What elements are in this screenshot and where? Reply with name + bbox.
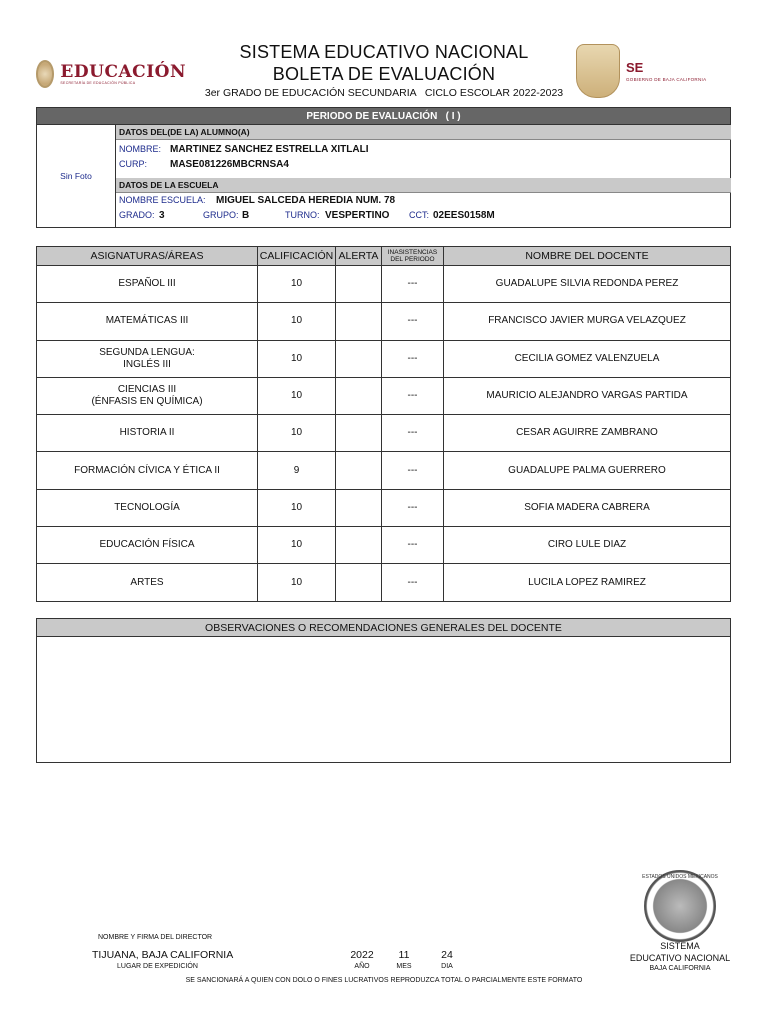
grado-row — [116, 210, 731, 223]
grado-value: 3 — [159, 210, 165, 221]
absences-cell: --- — [382, 415, 444, 452]
se-logo — [576, 44, 736, 98]
grade-cell: 9 — [258, 452, 336, 489]
escuela-label: NOMBRE ESCUELA: — [119, 195, 206, 205]
teacher-cell: FRANCISCO JAVIER MURGA VELAZQUEZ — [444, 303, 731, 340]
se-label: SE — [626, 60, 644, 75]
expedition-place: TIJUANA, BAJA CALIFORNIA — [92, 949, 234, 961]
table-row — [37, 452, 731, 489]
nombre-row — [116, 144, 731, 157]
seal-line1: SISTEMA — [660, 941, 700, 951]
escuela-value: MIGUEL SALCEDA HEREDIA NUM. 78 — [216, 195, 396, 206]
nombre-value: MARTINEZ SANCHEZ ESTRELLA XITLALI — [170, 144, 369, 155]
date-day-label: DIA — [441, 963, 453, 970]
table-row — [37, 266, 731, 303]
teacher-cell: CECILIA GOMEZ VALENZUELA — [444, 340, 731, 377]
col-header-teacher: NOMBRE DEL DOCENTE — [444, 247, 731, 266]
date-month: 11 — [398, 949, 410, 961]
alert-cell — [336, 415, 382, 452]
section-escuela-header: DATOS DE LA ESCUELA — [116, 178, 731, 193]
photo-placeholder: Sin Foto — [37, 125, 116, 227]
escuela-row — [116, 195, 731, 208]
document-title-line1: SISTEMA EDUCATIVO NACIONAL — [239, 42, 529, 62]
section-alumno-header: DATOS DEL(DE LA) ALUMNO(A) — [116, 125, 731, 140]
subject-cell: ARTES — [37, 564, 258, 601]
alert-cell — [336, 452, 382, 489]
subject-cell: MATEMÁTICAS III — [37, 303, 258, 340]
alert-cell — [336, 266, 382, 303]
curp-value: MASE081226MBCRNSA4 — [170, 159, 289, 170]
se-sub-label: GOBIERNO DE BAJA CALIFORNIA — [626, 77, 707, 82]
grade-cell: 10 — [258, 377, 336, 414]
alert-cell — [336, 340, 382, 377]
col-header-absences: INASISTENCIAS DEL PERIODO — [382, 247, 444, 266]
student-info-box — [36, 125, 731, 228]
absences-cell: --- — [382, 564, 444, 601]
subject-cell: SEGUNDA LENGUA: INGLÉS III — [37, 340, 258, 377]
seal-line3: BAJA CALIFORNIA — [649, 965, 711, 972]
observations-header: OBSERVACIONES O RECOMENDACIONES GENERALES DEL DOCENTE — [36, 618, 731, 637]
reproduction-warning: SE SANCIONARÁ A QUIEN CON DOLO O FINES LUCRATIVOS REPRODUZCA TOTAL O PARCIALMENTE ESTE FORMATO — [185, 977, 583, 984]
state-shield-icon — [576, 44, 620, 98]
teacher-cell: GUADALUPE SILVIA REDONDA PEREZ — [444, 266, 731, 303]
grade-cell: 10 — [258, 266, 336, 303]
grades-header-row — [37, 247, 731, 266]
absences-cell: --- — [382, 377, 444, 414]
grupo-label: GRUPO: — [203, 210, 239, 220]
col-header-subject: ASIGNATURAS/ÁREAS — [37, 247, 258, 266]
table-row — [37, 377, 731, 414]
document-subtitle: 3er GRADO DE EDUCACIÓN SECUNDARIA CICLO ESCOLAR 2022-2023 — [204, 87, 564, 99]
subject-cell: EDUCACIÓN FÍSICA — [37, 527, 258, 564]
date-year: 2022 — [350, 949, 374, 961]
teacher-cell: CIRO LULE DIAZ — [444, 527, 731, 564]
nombre-label: NOMBRE: — [119, 144, 162, 154]
grade-cell: 10 — [258, 564, 336, 601]
table-row — [37, 527, 731, 564]
col-header-grade: CALIFICACIÓN — [258, 247, 336, 266]
grade-cell: 10 — [258, 340, 336, 377]
grade-cell: 10 — [258, 489, 336, 526]
grades-table — [36, 246, 731, 602]
teacher-cell: CESAR AGUIRRE ZAMBRANO — [444, 415, 731, 452]
teacher-cell: LUCILA LOPEZ RAMIREZ — [444, 564, 731, 601]
curp-label: CURP: — [119, 159, 148, 169]
teacher-cell: GUADALUPE PALMA GUERRERO — [444, 452, 731, 489]
alert-cell — [336, 564, 382, 601]
alert-cell — [336, 303, 382, 340]
absences-cell: --- — [382, 266, 444, 303]
seal-ring-text: ESTADOS UNIDOS MEXICANOS — [642, 874, 718, 880]
teacher-cell: SOFIA MADERA CABRERA — [444, 489, 731, 526]
col-header-alert: ALERTA — [336, 247, 382, 266]
subject-cell: ESPAÑOL III — [37, 266, 258, 303]
absences-cell: --- — [382, 303, 444, 340]
grade-cell: 10 — [258, 303, 336, 340]
alert-cell — [336, 489, 382, 526]
subject-cell: TECNOLOGÍA — [37, 489, 258, 526]
logo-main-text: EDUCACIÓN — [60, 62, 186, 82]
seal-line2: EDUCATIVO NACIONAL — [629, 953, 731, 963]
subject-cell: FORMACIÓN CÍVICA Y ÉTICA II — [37, 452, 258, 489]
absences-cell: --- — [382, 489, 444, 526]
absences-cell: --- — [382, 527, 444, 564]
national-seal-icon — [644, 870, 716, 942]
cct-value: 02EES0158M — [433, 210, 495, 221]
grado-label: GRADO: — [119, 210, 155, 220]
periodo-header: PERIODO DE EVALUACIÓN ( I ) — [36, 107, 731, 125]
absences-cell: --- — [382, 452, 444, 489]
curp-row — [116, 159, 731, 172]
subject-cell: HISTORIA II — [37, 415, 258, 452]
grupo-value: B — [242, 210, 250, 221]
date-year-label: AÑO — [354, 963, 370, 970]
subject-cell: CIENCIAS III (ÉNFASIS EN QUÍMICA) — [37, 377, 258, 414]
table-row — [37, 303, 731, 340]
date-day: 24 — [441, 949, 453, 961]
date-month-label: MES — [396, 963, 412, 970]
turno-label: TURNO: — [285, 210, 320, 220]
teacher-cell: MAURICIO ALEJANDRO VARGAS PARTIDA — [444, 377, 731, 414]
table-row — [37, 489, 731, 526]
cct-label: CCT: — [409, 210, 429, 220]
logo-sub-text: SECRETARÍA DE EDUCACIÓN PÚBLICA — [60, 81, 136, 85]
observations-body — [36, 637, 731, 763]
director-signature-label: NOMBRE Y FIRMA DEL DIRECTOR — [98, 934, 213, 941]
expedition-place-label: LUGAR DE EXPEDICIÓN — [117, 963, 198, 970]
turno-value: VESPERTINO — [325, 210, 390, 221]
document-title-line2: BOLETA DE EVALUACIÓN — [272, 64, 496, 84]
table-row — [37, 564, 731, 601]
grade-cell: 10 — [258, 415, 336, 452]
table-row — [37, 415, 731, 452]
grades-body — [37, 266, 731, 602]
alert-cell — [336, 527, 382, 564]
alert-cell — [336, 377, 382, 414]
table-row — [37, 340, 731, 377]
grade-cell: 10 — [258, 527, 336, 564]
absences-cell: --- — [382, 340, 444, 377]
